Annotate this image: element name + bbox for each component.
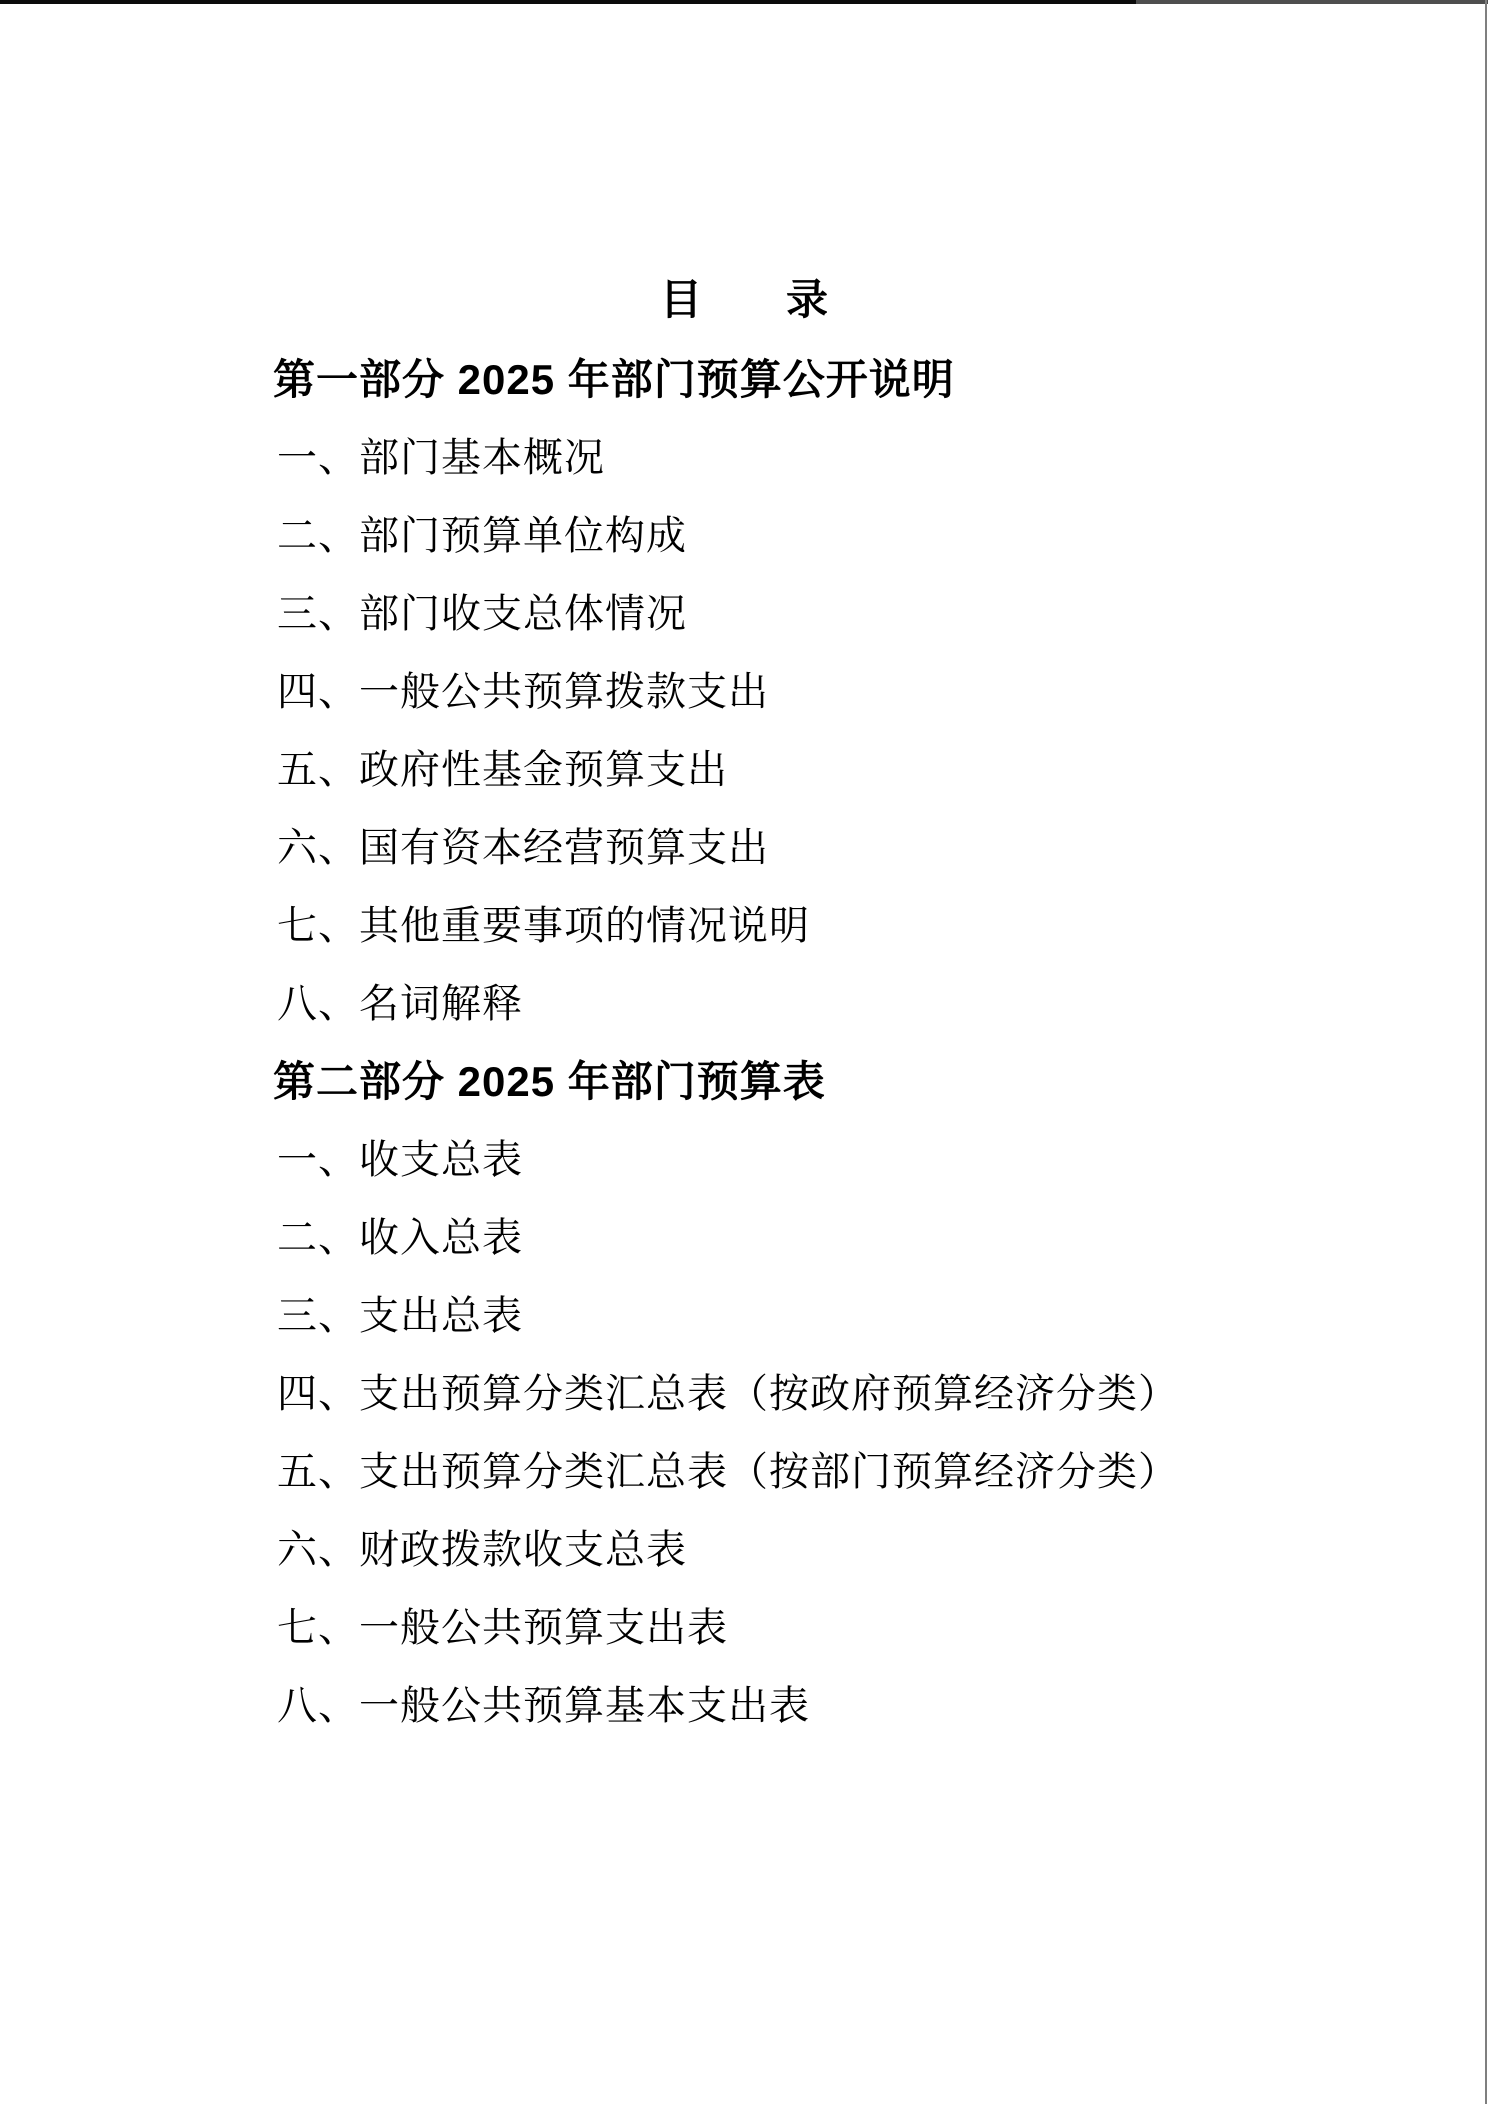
top-border-bar-right-segment — [1136, 0, 1488, 4]
toc-item: 七、其他重要事项的情况说明 — [277, 904, 810, 948]
toc-item: 四、一般公共预算拨款支出 — [277, 670, 769, 714]
toc-item: 六、财政拨款收支总表 — [277, 1528, 687, 1572]
top-border-bar — [0, 0, 1488, 4]
toc-item: 五、支出预算分类汇总表（按部门预算经济分类） — [277, 1450, 1179, 1494]
toc-item: 二、收入总表 — [277, 1216, 523, 1260]
toc-item: 六、国有资本经营预算支出 — [277, 826, 769, 870]
toc-section-heading: 第一部分 2025 年部门预算公开说明 — [273, 356, 955, 403]
toc-item: 一、部门基本概况 — [277, 436, 605, 480]
table-of-contents — [273, 341, 1337, 1745]
toc-item: 二、部门预算单位构成 — [277, 514, 687, 558]
toc-item: 四、支出预算分类汇总表（按政府预算经济分类） — [277, 1372, 1179, 1416]
toc-item: 七、一般公共预算支出表 — [277, 1606, 728, 1650]
toc-item: 三、支出总表 — [277, 1294, 523, 1338]
toc-item: 一、收支总表 — [277, 1138, 523, 1182]
toc-item: 八、名词解释 — [277, 982, 523, 1026]
toc-item: 三、部门收支总体情况 — [277, 592, 687, 636]
toc-item: 八、一般公共预算基本支出表 — [277, 1684, 810, 1728]
toc-item: 五、政府性基金预算支出 — [277, 748, 728, 792]
page-title: 目 录 — [659, 276, 828, 323]
toc-section-heading: 第二部分 2025 年部门预算表 — [273, 1058, 826, 1105]
